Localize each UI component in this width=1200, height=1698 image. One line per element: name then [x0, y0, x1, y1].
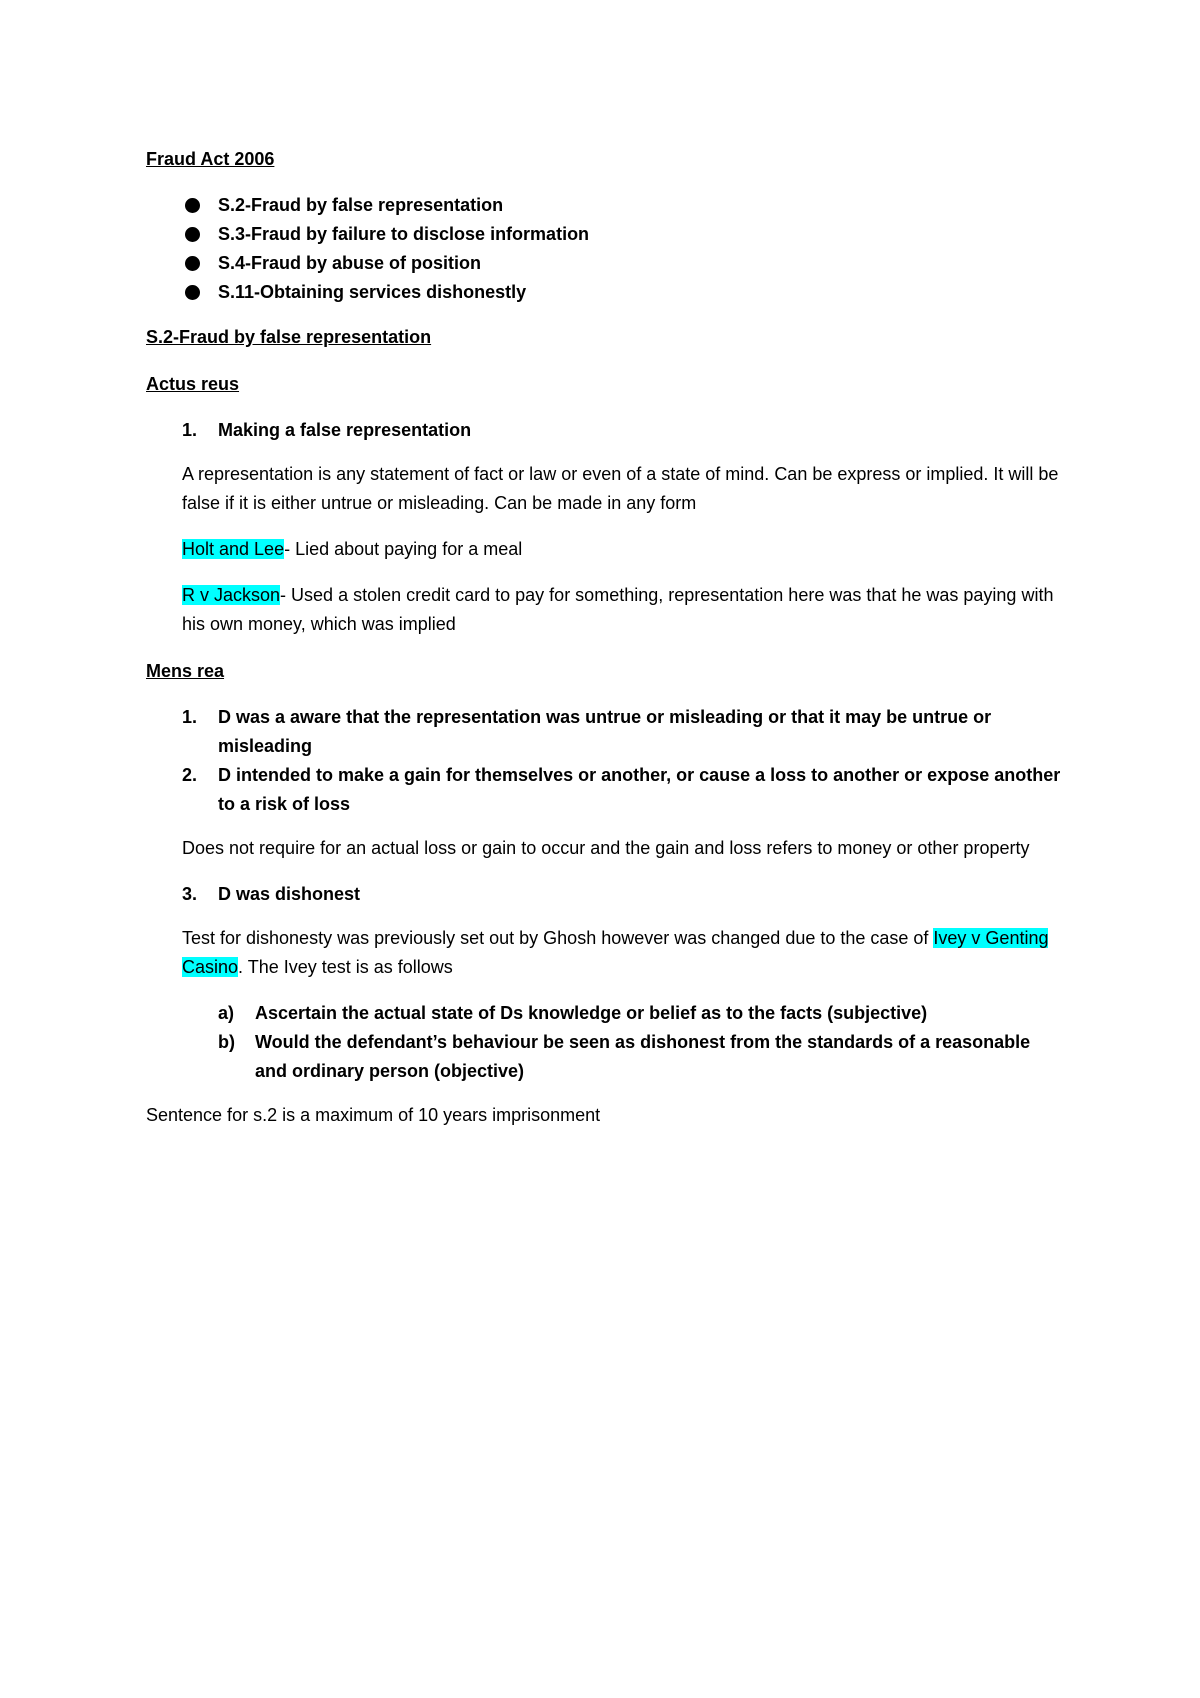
case-description: - Used a stolen credit card to pay for something, representation here was that he was paying with his own money, which was implied [182, 585, 1054, 634]
case-description: - Lied about paying for a meal [284, 539, 523, 559]
list-number: 2. [182, 765, 198, 785]
section-heading: S.2-Fraud by false representation [146, 327, 432, 347]
actus-reus-heading: Actus reus [146, 374, 240, 394]
list-item-text: Making a false representation [218, 420, 472, 440]
list-item [146, 999, 1066, 1028]
document-page [146, 144, 1066, 1147]
bullet-icon [185, 256, 200, 271]
offence-label: S.3-Fraud by failure to disclose information [218, 224, 590, 244]
case-name-highlight: R v Jackson [182, 585, 281, 605]
list-number: 3. [182, 884, 198, 904]
list-item-text: D was dishonest [218, 884, 361, 904]
case-holt-and-lee [146, 535, 1066, 564]
list-letter: a) [218, 1003, 235, 1023]
list-item [146, 761, 1066, 819]
list-item [146, 278, 1066, 307]
list-number: 1. [182, 707, 198, 727]
list-number: 1. [182, 420, 198, 440]
ivey-test-list [146, 999, 1066, 1086]
list-item [146, 220, 1066, 249]
list-item [146, 416, 1066, 445]
offence-label: S.11-Obtaining services dishonestly [218, 282, 527, 302]
list-item [146, 703, 1066, 761]
representation-definition: A representation is any statement of fact or law or even of a state of mind. Can be express or implied. It will be false if it is either untrue or misleading. Can be made in any form [182, 464, 1059, 513]
loss-gain-note: Does not require for an actual loss or gain to occur and the gain and loss refers to money or other property [182, 838, 1030, 858]
list-item-text: Ascertain the actual state of Ds knowledge or belief as to the facts (subjective) [255, 1003, 928, 1023]
list-item [146, 191, 1066, 220]
list-item-text: Would the defendant’s behaviour be seen as dishonest from the standards of a reasonable and ordinary person (objective) [255, 1032, 1031, 1081]
list-item-text: D was a aware that the representation was untrue or misleading or that it may be untrue or misleading [218, 707, 992, 756]
bullet-icon [185, 198, 200, 213]
mens-rea-list-continued [146, 880, 1066, 909]
actus-reus-list [146, 416, 1066, 445]
list-item [146, 880, 1066, 909]
list-item [146, 1028, 1066, 1086]
test-intro-text: . The Ivey test is as follows [238, 957, 453, 977]
test-intro-text: Test for dishonesty was previously set out by Ghosh however was changed due to the case of [182, 928, 934, 948]
document-title: Fraud Act 2006 [146, 149, 275, 169]
offences-list [146, 191, 1066, 307]
offence-label: S.2-Fraud by false representation [218, 195, 504, 215]
dishonesty-test-intro [146, 924, 1066, 982]
sentence-text: Sentence for s.2 is a maximum of 10 years imprisonment [146, 1105, 601, 1125]
mens-rea-heading: Mens rea [146, 661, 225, 681]
list-item-text: D intended to make a gain for themselves or another, or cause a loss to another or expose another to a risk of loss [218, 765, 1061, 814]
case-name-highlight: Ivey v Genting Casino [182, 928, 1049, 977]
bullet-icon [185, 285, 200, 300]
case-r-v-jackson [146, 581, 1066, 639]
offence-label: S.4-Fraud by abuse of position [218, 253, 482, 273]
list-item [146, 249, 1066, 278]
list-letter: b) [218, 1032, 235, 1052]
case-name-highlight: Holt and Lee [182, 539, 285, 559]
mens-rea-list [146, 703, 1066, 819]
bullet-icon [185, 227, 200, 242]
